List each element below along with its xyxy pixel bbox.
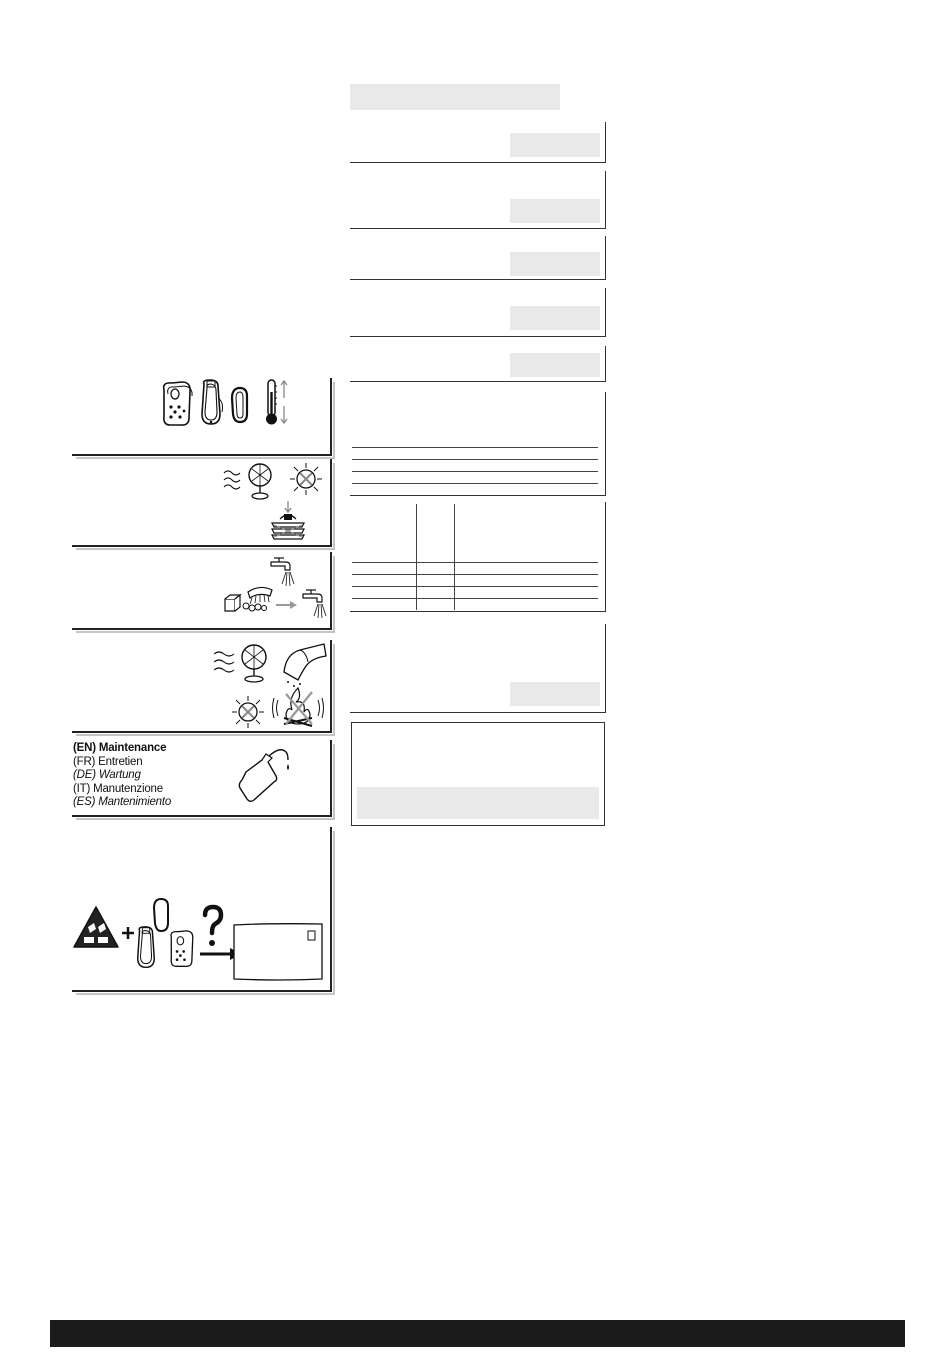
- notes-panel: [350, 392, 606, 496]
- form-field-2[interactable]: [510, 199, 600, 223]
- form-row-1: [350, 122, 606, 163]
- storage-conditions-panel: [72, 459, 332, 547]
- form-row-4: [350, 288, 606, 337]
- arrow-icon: [276, 600, 298, 610]
- table-column-divider: [416, 504, 417, 610]
- inspection-table: [350, 502, 606, 612]
- chemical-hazard-icon: [72, 905, 120, 949]
- cleaning-panel: [72, 552, 332, 630]
- signature-field[interactable]: [357, 787, 599, 819]
- storage-stack-icon: [268, 501, 308, 543]
- belay-plate-icon: [160, 380, 194, 428]
- notes-line: [352, 447, 598, 448]
- form-field-5[interactable]: [510, 353, 600, 377]
- no-fire-icon: [272, 684, 324, 730]
- form-row-6: [350, 624, 606, 713]
- notes-line: [352, 483, 598, 484]
- notes-line: [352, 459, 598, 460]
- table-row: [352, 598, 598, 599]
- chemical-contact-panel: [72, 827, 332, 992]
- thermometer-icon: [262, 378, 292, 428]
- fan-icon: [212, 642, 272, 684]
- notes-line: [352, 471, 598, 472]
- belay-plate-icon: [168, 929, 196, 969]
- no-sun-icon: [230, 694, 266, 730]
- tap-rinse-icon: [300, 586, 330, 620]
- question-mark-icon: [202, 905, 224, 949]
- header-field: [350, 84, 560, 110]
- form-field-3[interactable]: [510, 252, 600, 276]
- maintenance-it: (IT) Manutenzione: [73, 782, 163, 795]
- fan-icon: [222, 461, 278, 501]
- carabiner-icon: [230, 386, 250, 424]
- oil-bottle-icon: [236, 744, 300, 806]
- form-row-5: [350, 346, 606, 382]
- storage-temperature-panel: [72, 378, 332, 456]
- maintenance-de: (DE) Wartung: [73, 769, 141, 782]
- footer-bar: [50, 1320, 905, 1347]
- no-sun-icon: [288, 461, 324, 497]
- form-row-2: [350, 171, 606, 229]
- pulley-icon: [196, 378, 226, 428]
- envelope-icon: [232, 921, 326, 983]
- form-field-1[interactable]: [510, 133, 600, 157]
- pulley-icon: [132, 925, 160, 971]
- cloth-icon: [276, 642, 328, 690]
- maintenance-fr: (FR) Entretien: [73, 755, 143, 768]
- table-row: [352, 586, 598, 587]
- maintenance-en: (EN) Maintenance: [73, 742, 167, 754]
- form-field-6[interactable]: [510, 682, 600, 706]
- maintenance-es: (ES) Mantenimiento: [73, 796, 172, 809]
- table-row: [352, 562, 598, 563]
- table-column-divider: [454, 504, 455, 610]
- table-row: [352, 574, 598, 575]
- form-row-3: [350, 236, 606, 280]
- maintenance-languages: [73, 742, 171, 810]
- signature-box: [351, 722, 605, 826]
- brush-icon: [240, 582, 276, 614]
- form-field-4[interactable]: [510, 306, 600, 330]
- drying-panel: [72, 640, 332, 733]
